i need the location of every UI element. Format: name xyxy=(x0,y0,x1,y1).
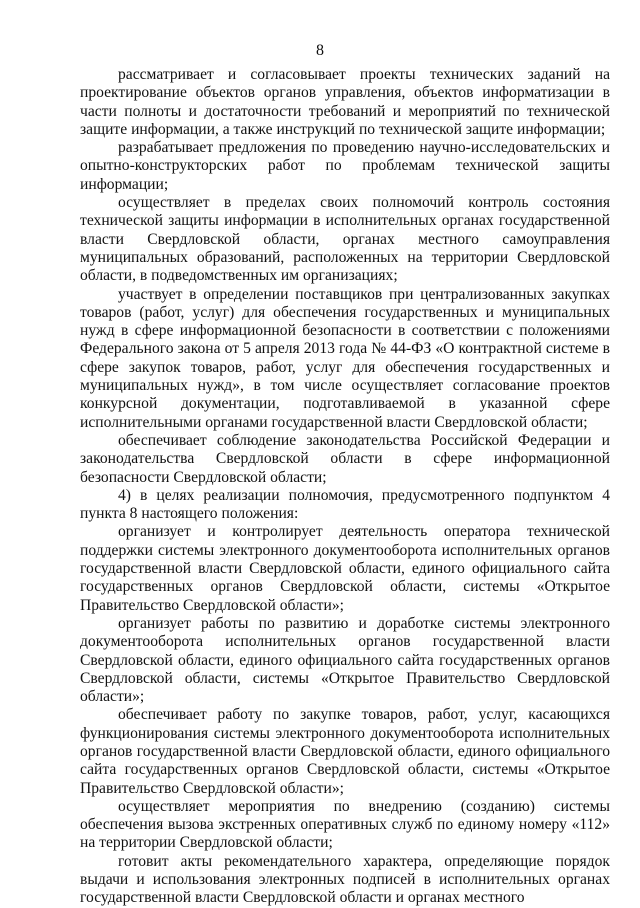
paragraph: организует работы по развитию и доработке системы электронного документооборота исполнительных органов государственной власти Свердловской области, единого официального сайта государственных органов Свердловской области, системы «Открытое Правительство Свердловской области»; xyxy=(80,614,610,706)
paragraph: организует и контролирует деятельность оператора технической поддержки системы электронного документооборота исполнительных органов государственной власти Свердловской области, единого официального сайта государственных органов Свердловской области, системы «Открытое Правительство Свердловской области»; xyxy=(80,523,610,614)
paragraph: готовит акты рекомендательного характера, определяющие порядок выдачи и использования электронных подписей в исполнительных органах государственной власти Свердловской области и органах местного xyxy=(80,852,610,907)
paragraph: обеспечивает работу по закупке товаров, работ, услуг, касающихся функционирования системы электронного документооборота исполнительных органов государственной власти Свердловской области, единого официального сайта государственных органов Свердловской области, системы «Открытое Правительство Свердловской области»; xyxy=(80,706,610,797)
paragraph: разрабатывает предложения по проведению научно-исследовательских и опытно-конструкторских работ по проблемам технической защиты информации; xyxy=(80,139,610,193)
page-number: 8 xyxy=(316,42,324,59)
document-body xyxy=(80,66,610,908)
paragraph: осуществляет мероприятия по внедрению (созданию) системы обеспечения вызова экстренных оперативных служб по единому номеру «112» на территории Свердловской области; xyxy=(80,797,610,852)
paragraph: рассматривает и согласовывает проекты технических заданий на проектирование объектов органов управления, объектов информатизации в части полноты и достаточности требований и мероприятий по технической защите информации, а также инструкций по технической защите информации; xyxy=(80,66,610,138)
paragraph: обеспечивает соблюдение законодательства Российской Федерации и законодательства Свердловской области в сфере информационной безопасности Свердловской области; xyxy=(80,431,610,486)
paragraph: 4) в целях реализации полномочия, предусмотренного подпунктом 4 пункта 8 настоящего положения: xyxy=(80,486,610,523)
paragraph: осуществляет в пределах своих полномочий контроль состояния технической защиты информации в исполнительных органах государственной власти Свердловской области, органах местного самоуправления муниципальных образований, расположенных на территории Свердловской области, в подведомственных им организациях; xyxy=(80,194,610,285)
paragraph: участвует в определении поставщиков при централизованных закупках товаров (работ, услуг) для обеспечения государственных и муниципальных нужд в сфере информационной безопасности в соответствии с положениями Федерального закона от 5 апреля 2013 года № 44-ФЗ «О контрактной системе в сфере закупок товаров, работ, услуг для обеспечения государственных и муниципальных нужд», в том числе осуществляет согласование проектов конкурсной документации, подготавливаемой в указанной сфере исполнительными органами государственной власти Свердловской области; xyxy=(80,285,610,431)
